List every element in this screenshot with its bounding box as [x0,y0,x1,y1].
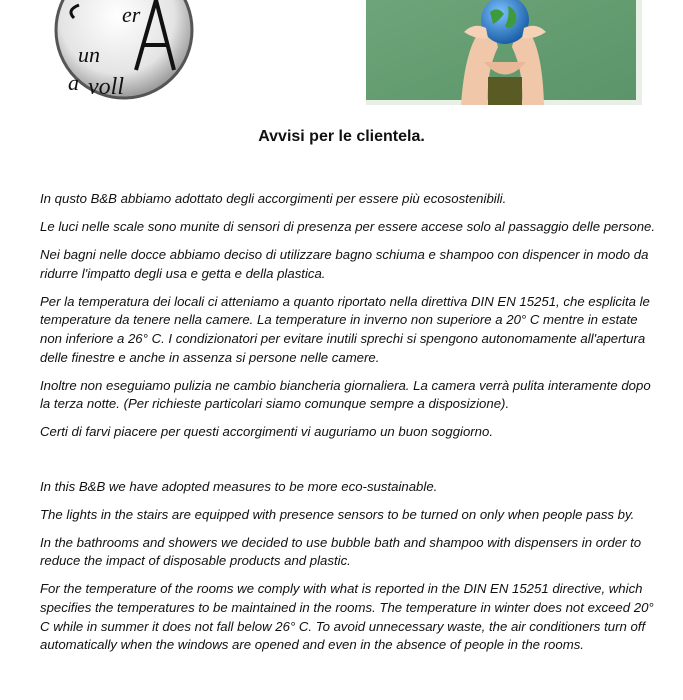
section-spacer [40,452,660,478]
english-paragraph-4: For the temperature of the rooms we comply with what is reported in the DIN EN 15251 directive, which specifies the temperatures to be maintained in the rooms. The temperature in winter does not exceed 20° C while in summer it does not fall below 26° C. To avoid unnecessary waste, the air conditioners turn off automatically when the windows are opened and even in the absence of people in the rooms. [40,581,654,653]
svg-text:er: er [122,2,141,27]
english-paragraph-1: In this B&B we have adopted measures to be more eco-sustainable. [40,478,438,494]
photo-hands-globe [366,0,642,105]
italian-paragraph-2: Le luci nelle scale sono munite di sensori di presenza per essere accese solo al passaggio delle persone. [40,219,656,235]
page-title: Avvisi per le clientela. [258,128,425,145]
notice-body [40,190,660,664]
italian-paragraph-5: Inoltre non eseguiamo pulizia ne cambio biancheria giornaliera. La camera verrà pulita interamente dopo la terza notte. (Per richieste particolari siamo comunque sempre a disposizione). [40,377,651,412]
svg-text:un: un [78,42,100,67]
svg-text:a: a [68,70,79,95]
logo [44,0,204,100]
italian-paragraph-1: In qusto B&B abbiamo adottato degli accorgimenti per essere più ecosostenibili. [40,191,507,206]
svg-text:voll: voll [88,74,124,100]
italian-paragraph-6: Certi di farvi piacere per questi accorgimenti vi auguriamo un buon soggiorno. [40,424,494,440]
italian-paragraph-4: Per la temperatura dei locali ci atteniamo a quanto riportato nella direttiva DIN EN 15251, che esplicita le temperature da tenere nella camere. La temperature in inverno non superiore a 20° C mentre in estate non inferiore a 26° C. I condizionatori per evitare inutili sprechi si spengono autonomamente all'apertura delle finestre e anche in assenza si persone nelle camere. [40,293,650,365]
english-paragraph-2: The lights in the stairs are equipped with presence sensors to be turned on only when people pass by. [40,506,635,522]
italian-paragraph-3: Nei bagni nelle docce abbiamo deciso di utilizzare bagno schiuma e shampoo con dispencer in modo da ridurre l'impatto degli usa e getta e della plastica. [40,247,649,281]
english-paragraph-3: In the bathrooms and showers we decided to use bubble bath and shampoo with dispensers in order to reduce the impact of disposable products and plastic. [40,534,642,569]
